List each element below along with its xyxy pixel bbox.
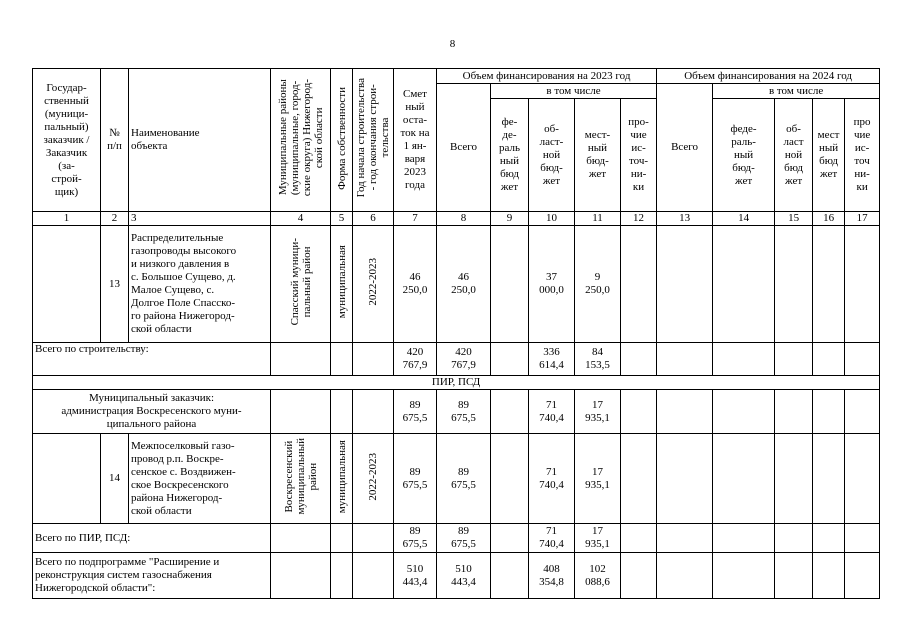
total-construction-row [33,343,880,376]
table-row [33,226,880,343]
total-construction-label: Всего по строительству: [33,343,271,376]
balance-value: 420 767,9 [394,343,437,376]
years: 2022-2023 [353,434,394,524]
header-object-name: Наименование объекта [129,69,271,212]
table-row [33,434,880,524]
header-other-2024: про чие ис- точ ни- ки [845,99,880,212]
local-2023-value: 84 153,5 [575,343,621,376]
regional-2023-value: 37 000,0 [529,226,575,343]
federal-2023-value [491,226,529,343]
column-index-row [33,212,880,226]
years: 2022-2023 [353,226,394,343]
header-federal-2023: фе- де- раль ный бюд жет [491,99,529,212]
financing-table [32,68,880,599]
total-pir-label: Всего по ПИР, ПСД: [33,524,271,553]
district: Воскресенский муниципальный район [271,434,331,524]
col-index: 11 [575,212,621,226]
col-index: 15 [775,212,813,226]
col-index: 12 [621,212,657,226]
section-row [33,376,880,390]
section-title: ПИР, ПСД [33,376,880,390]
regional-2023-value: 408 354,8 [529,553,575,599]
col-index: 16 [813,212,845,226]
header-regional-2023: об- ласт- ной бюд- жет [529,99,575,212]
header-ownership: Форма собственности [331,69,353,212]
balance-value: 89 675,5 [394,434,437,524]
local-2024-value [813,226,845,343]
local-2023-value: 102 088,6 [575,553,621,599]
other-2024-value [845,226,880,343]
total-subprogram-row [33,553,880,599]
col-index: 14 [713,212,775,226]
ownership: муниципальная [331,434,353,524]
total-2024-value [657,226,713,343]
regional-2023-value: 71 740,4 [529,434,575,524]
header-including-2024: в том числе [713,84,880,99]
col-index: 6 [353,212,394,226]
header-total-2023: Всего [437,84,491,212]
col-index: 10 [529,212,575,226]
header-local-2024: мест ный бюд жет [813,99,845,212]
object-name: Межпоселковый газо- провод р.п. Воскре- сенское с. Воздвижен- ское Воскресенского района Нижегород- ской области [129,434,271,524]
header-fin-2024: Объем финансирования на 2024 год [657,69,880,84]
customer-label: Муниципальный заказчик: администрация Воскресенского муни- ципального района [33,390,271,434]
balance-value: 46 250,0 [394,226,437,343]
total-2023-value: 89 675,5 [437,434,491,524]
customer-row [33,390,880,434]
header-other-2023: про- чие ис- точ- ни- ки [621,99,657,212]
header-number: № п/п [101,69,129,212]
header-local-2023: мест- ный бюд- жет [575,99,621,212]
header-fin-2023: Объем финансирования на 2023 год [437,69,657,84]
header-balance: Смет ный оста- ток на 1 ян- варя 2023 года [394,69,437,212]
total-2023-value: 89 675,5 [437,390,491,434]
page-number: 8 [449,38,456,50]
col-index: 3 [129,212,271,226]
col-index: 17 [845,212,880,226]
balance-value: 89 675,5 [394,390,437,434]
object-name: Распределительные газопроводы высокого и низкого давления в с. Большое Сущево, д. Малое Сущево, с. Долгое Поле Спасско- го района Нижегород- ской области [129,226,271,343]
header-total-2024: Всего [657,84,713,212]
col-index: 1 [33,212,101,226]
balance-value: 89 675,5 [394,524,437,553]
local-2023-value: 17 935,1 [575,390,621,434]
other-2023-value [621,226,657,343]
col-index: 4 [271,212,331,226]
row-number: 13 [101,226,129,343]
header-years: Год начала строительства - год окончания строи- тельства [353,69,394,212]
header-including-2023: в том числе [491,84,657,99]
district: Спасский муници- пальный район [271,226,331,343]
col-index: 2 [101,212,129,226]
local-2023-value: 17 935,1 [575,524,621,553]
header-customer: Государ- ственный (муници- пальный) заказчик / Заказчик (за- строй- щик) [33,69,101,212]
col-index: 5 [331,212,353,226]
header-federal-2024: феде- раль- ный бюд- жет [713,99,775,212]
regional-2023-value: 71 740,4 [529,524,575,553]
total-2023-value: 510 443,4 [437,553,491,599]
regional-2023-value: 336 614,4 [529,343,575,376]
local-2023-value: 17 935,1 [575,434,621,524]
ownership: муниципальная [331,226,353,343]
balance-value: 510 443,4 [394,553,437,599]
row-number: 14 [101,434,129,524]
regional-2024-value [775,226,813,343]
regional-2023-value: 71 740,4 [529,390,575,434]
col-index: 13 [657,212,713,226]
total-pir-row [33,524,880,553]
total-2023-value: 420 767,9 [437,343,491,376]
local-2023-value: 9 250,0 [575,226,621,343]
total-subprogram-label: Всего по подпрограмме "Расширение и реконструкция систем газоснабжения Нижегородской области": [33,553,271,599]
header-districts: Муниципальные районы (муниципальные, город- ские округа) Нижегород- ской области [271,69,331,212]
customer-cell [33,226,101,343]
col-index: 8 [437,212,491,226]
federal-2024-value [713,226,775,343]
col-index: 7 [394,212,437,226]
customer-cell [33,434,101,524]
header-regional-2024: об- ласт ной бюд жет [775,99,813,212]
total-2023-value: 46 250,0 [437,226,491,343]
federal-2023-value [491,434,529,524]
col-index: 9 [491,212,529,226]
total-2023-value: 89 675,5 [437,524,491,553]
